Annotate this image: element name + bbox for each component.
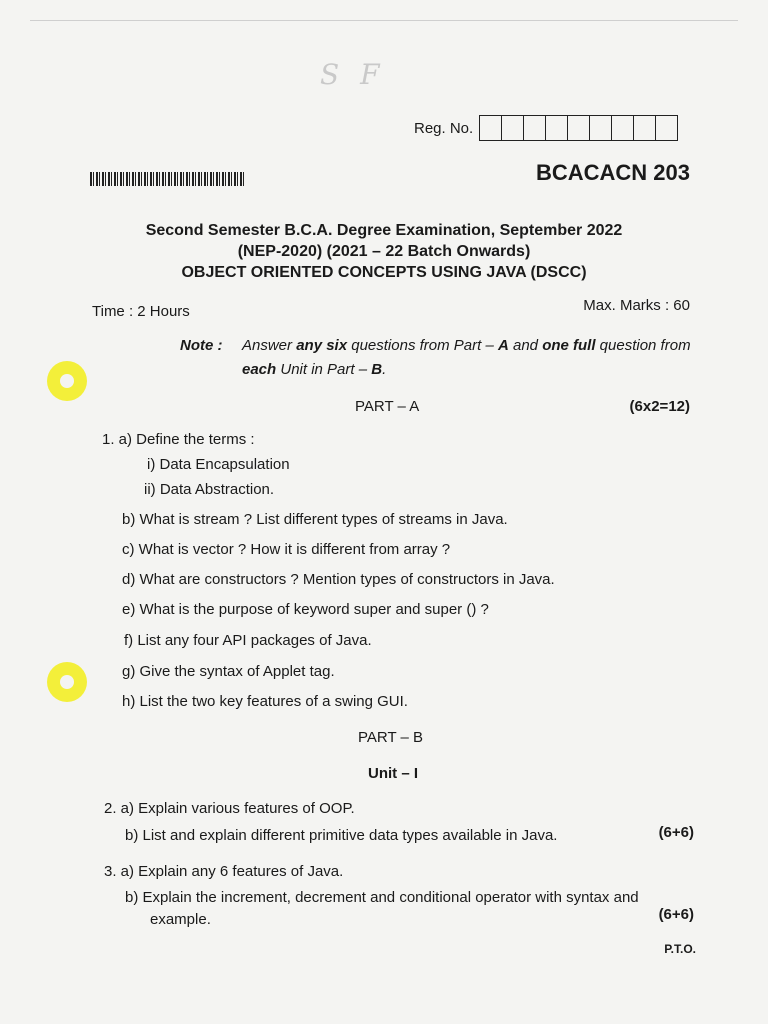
reg-box[interactable] xyxy=(524,116,546,140)
note-part: question from xyxy=(595,337,691,354)
question-1d: d) What are constructors ? Mention types of constructors in Java. xyxy=(122,571,555,588)
header-line-2: (NEP-2020) (2021 – 22 Batch Onwards) xyxy=(237,243,531,260)
question-2a: 2. a) Explain various features of OOP. xyxy=(104,800,355,817)
question-2-marks: (6+6) xyxy=(658,824,694,841)
question-1c: c) What is vector ? How it is different from array ? xyxy=(122,541,451,558)
reg-no-label: Reg. No. xyxy=(414,119,474,137)
question-1a-i: i) Data Encapsulation xyxy=(147,456,290,473)
reg-box[interactable] xyxy=(546,116,568,140)
question-1h: h) List the two key features of a swing GUI. xyxy=(122,693,408,710)
paper-code: BCACACN 203 xyxy=(535,160,690,185)
note-emph: one full xyxy=(542,337,596,354)
part-b-title: PART – B xyxy=(358,729,424,746)
reg-no-boxes[interactable] xyxy=(479,115,678,141)
reg-box[interactable] xyxy=(634,116,656,140)
reg-box[interactable] xyxy=(612,116,634,140)
header-line-1: Second Semester B.C.A. Degree Examination, September 2022 xyxy=(145,222,623,239)
question-1f: f) List any four API packages of Java. xyxy=(124,632,372,649)
part-a-title: PART – A xyxy=(355,398,420,415)
question-1g: g) Give the syntax of Applet tag. xyxy=(122,663,335,680)
note-text xyxy=(242,334,692,382)
exam-header xyxy=(0,220,768,283)
question-1b: b) What is stream ? List different types of streams in Java. xyxy=(122,511,508,528)
punch-hole-marker xyxy=(47,361,87,401)
barcode xyxy=(90,172,245,186)
reg-box[interactable] xyxy=(502,116,524,140)
question-3b: b) Explain the increment, decrement and conditional operator with syntax and xyxy=(125,889,639,906)
reg-box[interactable] xyxy=(590,116,612,140)
question-1a: 1. a) Define the terms : xyxy=(102,431,255,448)
time-allowed: Time : 2 Hours xyxy=(92,303,190,320)
reg-box[interactable] xyxy=(656,116,677,140)
note-part: Unit in Part – xyxy=(276,361,372,378)
note-part: and xyxy=(508,337,543,354)
note-emph: each xyxy=(242,361,277,378)
note-part: . xyxy=(382,361,387,378)
question-2b: b) List and explain different primitive data types available in Java. xyxy=(125,827,558,844)
note-emph: B xyxy=(371,361,383,378)
question-3a: 3. a) Explain any 6 features of Java. xyxy=(104,863,344,880)
note-part: Answer xyxy=(242,337,297,354)
max-marks: Max. Marks : 60 xyxy=(583,297,690,314)
reg-box[interactable] xyxy=(568,116,590,140)
note xyxy=(180,334,692,382)
question-1a-ii: ii) Data Abstraction. xyxy=(144,481,275,498)
reg-box[interactable] xyxy=(480,116,502,140)
question-1e: e) What is the purpose of keyword super and super () ? xyxy=(122,601,489,618)
note-emph: A xyxy=(497,337,509,354)
scan-edge-line xyxy=(30,20,738,21)
reg-no-field xyxy=(414,115,678,141)
part-a-marks: (6x2=12) xyxy=(629,398,690,415)
note-emph: any six xyxy=(296,337,348,354)
pto-label: P.T.O. xyxy=(664,942,696,956)
question-3b-cont: example. xyxy=(150,911,211,928)
unit-1-title: Unit – I xyxy=(368,765,419,782)
handwritten-mark: S F xyxy=(320,58,386,91)
punch-hole-marker xyxy=(47,662,87,702)
note-part: questions from Part – xyxy=(347,337,498,354)
question-3-marks: (6+6) xyxy=(658,906,694,923)
header-line-3: OBJECT ORIENTED CONCEPTS USING JAVA (DSCC) xyxy=(181,264,587,281)
note-label: Note : xyxy=(180,337,223,354)
